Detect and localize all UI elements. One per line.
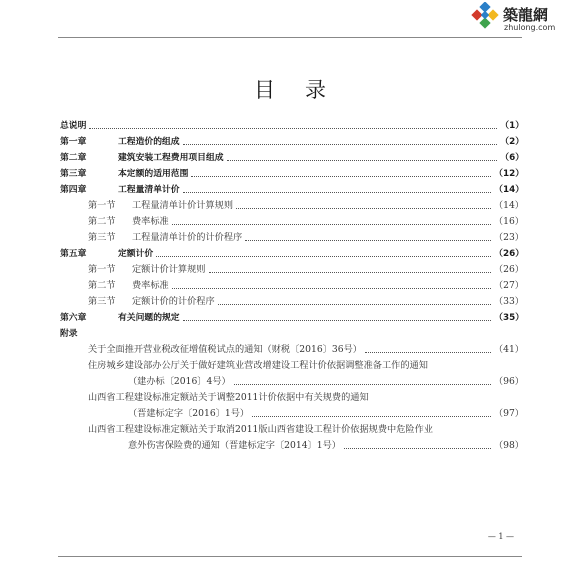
toc-chapter-number: 第四章 <box>60 185 87 195</box>
toc-dot-leader <box>252 416 491 417</box>
toc-section-number: 第三节 <box>88 296 116 307</box>
toc-dot-leader <box>234 384 491 385</box>
toc-section-number: 第一节 <box>88 200 116 211</box>
toc-entry-label <box>60 424 433 436</box>
toc-page-number: （12） <box>494 169 524 179</box>
toc-page-number: （97） <box>493 408 524 419</box>
toc-entry[interactable] <box>60 404 524 420</box>
toc-dot-leader <box>172 224 491 225</box>
toc-page-number: （1） <box>500 121 524 131</box>
toc-dot-leader <box>365 352 491 353</box>
toc-page-number: （33） <box>493 296 524 307</box>
toc-section-number: 第一节 <box>88 264 116 275</box>
toc-entry-title: 建筑安装工程费用项目组成 <box>118 153 224 163</box>
logo-brand-text: 築龍網 <box>503 6 549 24</box>
toc-page-number: （14） <box>494 185 524 195</box>
toc-entry[interactable] <box>60 372 524 388</box>
toc-entry-title: 费率标准 <box>132 280 169 291</box>
toc-entry[interactable] <box>60 132 524 148</box>
logo-url-text: zhulong.com <box>504 23 556 32</box>
toc-dot-leader <box>245 240 491 241</box>
page-number: — 1 — <box>487 532 514 541</box>
toc-entry-title: 意外伤害保险费的通知（晋建标定字〔2014〕1号） <box>128 440 341 451</box>
toc-entry[interactable] <box>60 196 524 212</box>
toc-entry[interactable] <box>60 244 524 260</box>
toc-page-number: （14） <box>493 200 524 211</box>
toc-section-number: 第三节 <box>88 232 116 243</box>
diamond-logo-icon <box>470 2 500 32</box>
toc-entry-title: 本定额的适用范围 <box>118 169 189 179</box>
toc-dot-leader <box>89 128 497 129</box>
toc-entry-label <box>60 392 369 404</box>
toc-dot-leader <box>236 208 491 209</box>
toc-section-number: 第二节 <box>88 216 116 227</box>
toc-entry[interactable] <box>60 260 524 276</box>
page-title: 目录 <box>254 78 356 102</box>
toc-entry-title: 关于全面推开营业税改征增值税试点的通知（财税〔2016〕36号） <box>88 344 362 355</box>
toc-entry[interactable] <box>60 292 524 308</box>
header-divider <box>58 37 522 38</box>
toc-page-number: （6） <box>500 153 524 163</box>
toc-entry-title: 附录 <box>60 329 78 339</box>
toc-dot-leader <box>183 144 498 145</box>
toc-entry-label <box>60 408 249 420</box>
toc-entry-label <box>60 200 233 212</box>
toc-entry-label <box>60 264 206 276</box>
toc-entry-title: 总说明 <box>60 121 87 131</box>
toc-entry-label <box>60 168 188 180</box>
toc-entry-label <box>60 248 153 260</box>
toc-entry-title: 工程量清单计价计算规则 <box>132 200 234 211</box>
toc-page-number: （26） <box>494 249 524 259</box>
toc-entry-label <box>60 328 78 340</box>
toc-entry-title: 山西省工程建设标准定额站关于调整2011计价依据中有关规费的通知 <box>88 392 369 403</box>
toc-page-number: （35） <box>494 313 524 323</box>
toc-dot-leader <box>218 304 491 305</box>
toc-entry[interactable] <box>60 212 524 228</box>
toc-entry-title: 费率标准 <box>132 216 169 227</box>
toc-page-number: （27） <box>493 280 524 291</box>
toc-entry-label <box>60 216 169 228</box>
toc-entry[interactable] <box>60 228 524 244</box>
toc-page-number: （23） <box>493 232 524 243</box>
toc-chapter-number: 第六章 <box>60 313 87 323</box>
toc-entry-label <box>60 120 86 132</box>
toc-entry-title: （晋建标定字〔2016〕1号） <box>128 408 250 419</box>
toc-entry[interactable] <box>60 324 524 340</box>
toc-section-number: 第二节 <box>88 280 116 291</box>
toc-page-number: （41） <box>493 344 524 355</box>
toc-entry-label <box>60 184 180 196</box>
toc-entry[interactable] <box>60 276 524 292</box>
toc-page-number: （2） <box>500 137 524 147</box>
toc-entry[interactable] <box>60 340 524 356</box>
toc-entry-label <box>60 296 215 308</box>
toc-chapter-number: 第一章 <box>60 137 87 147</box>
toc-entry-title: 山西省工程建设标准定额站关于取消2011版山西省建设工程计价依据规费中危险作业 <box>88 424 433 435</box>
toc-entry-label <box>60 136 180 148</box>
footer-divider <box>58 556 522 557</box>
toc-entry[interactable] <box>60 356 524 372</box>
toc-chapter-number: 第三章 <box>60 169 87 179</box>
toc-page-number: （96） <box>493 376 524 387</box>
toc-dot-leader <box>172 288 491 289</box>
toc-entry-title: 定额计价计算规则 <box>132 264 206 275</box>
toc-entry-label <box>60 232 242 244</box>
toc-entry-label <box>60 312 180 324</box>
toc-page-number: （16） <box>493 216 524 227</box>
zhulong-logo <box>470 2 566 34</box>
toc-entry-title: 工程造价的组成 <box>118 137 180 147</box>
toc-entry-title: 定额计价的计价程序 <box>132 296 215 307</box>
toc-entry[interactable] <box>60 308 524 324</box>
toc-entry-title: 住房城乡建设部办公厅关于做好建筑业营改增建设工程计价依据调整准备工作的通知 <box>88 360 428 371</box>
toc-entry-title: （建办标〔2016〕4号） <box>128 376 231 387</box>
toc-page-number: （98） <box>493 440 524 451</box>
toc-entry[interactable] <box>60 388 524 404</box>
toc-entry[interactable] <box>60 164 524 180</box>
toc-entry[interactable] <box>60 148 524 164</box>
toc-chapter-number: 第二章 <box>60 153 87 163</box>
toc-dot-leader <box>227 160 498 161</box>
toc-entry-label <box>60 152 224 164</box>
toc-dot-leader <box>183 320 492 321</box>
toc-entry[interactable] <box>60 436 524 452</box>
toc-dot-leader <box>156 256 491 257</box>
toc-page-number: （26） <box>493 264 524 275</box>
toc-entry-title: 有关问题的规定 <box>118 313 180 323</box>
toc-chapter-number: 第五章 <box>60 249 87 259</box>
toc-entry-title: 工程量清单计价 <box>118 185 180 195</box>
toc-entry-label <box>60 280 169 292</box>
toc-dot-leader <box>344 448 491 449</box>
toc-entry-label <box>60 360 428 372</box>
toc-dot-leader <box>209 272 491 273</box>
toc-entry-title: 工程量清单计价的计价程序 <box>132 232 243 243</box>
toc-dot-leader <box>183 192 492 193</box>
toc-entry-label <box>60 440 341 452</box>
toc-entry-title: 定额计价 <box>118 249 154 259</box>
toc-entry-label <box>60 344 362 356</box>
toc-entry[interactable] <box>60 420 524 436</box>
toc-entry[interactable] <box>60 116 524 132</box>
toc-dot-leader <box>191 176 491 177</box>
toc-entry[interactable] <box>60 180 524 196</box>
toc-entry-label <box>60 376 231 388</box>
